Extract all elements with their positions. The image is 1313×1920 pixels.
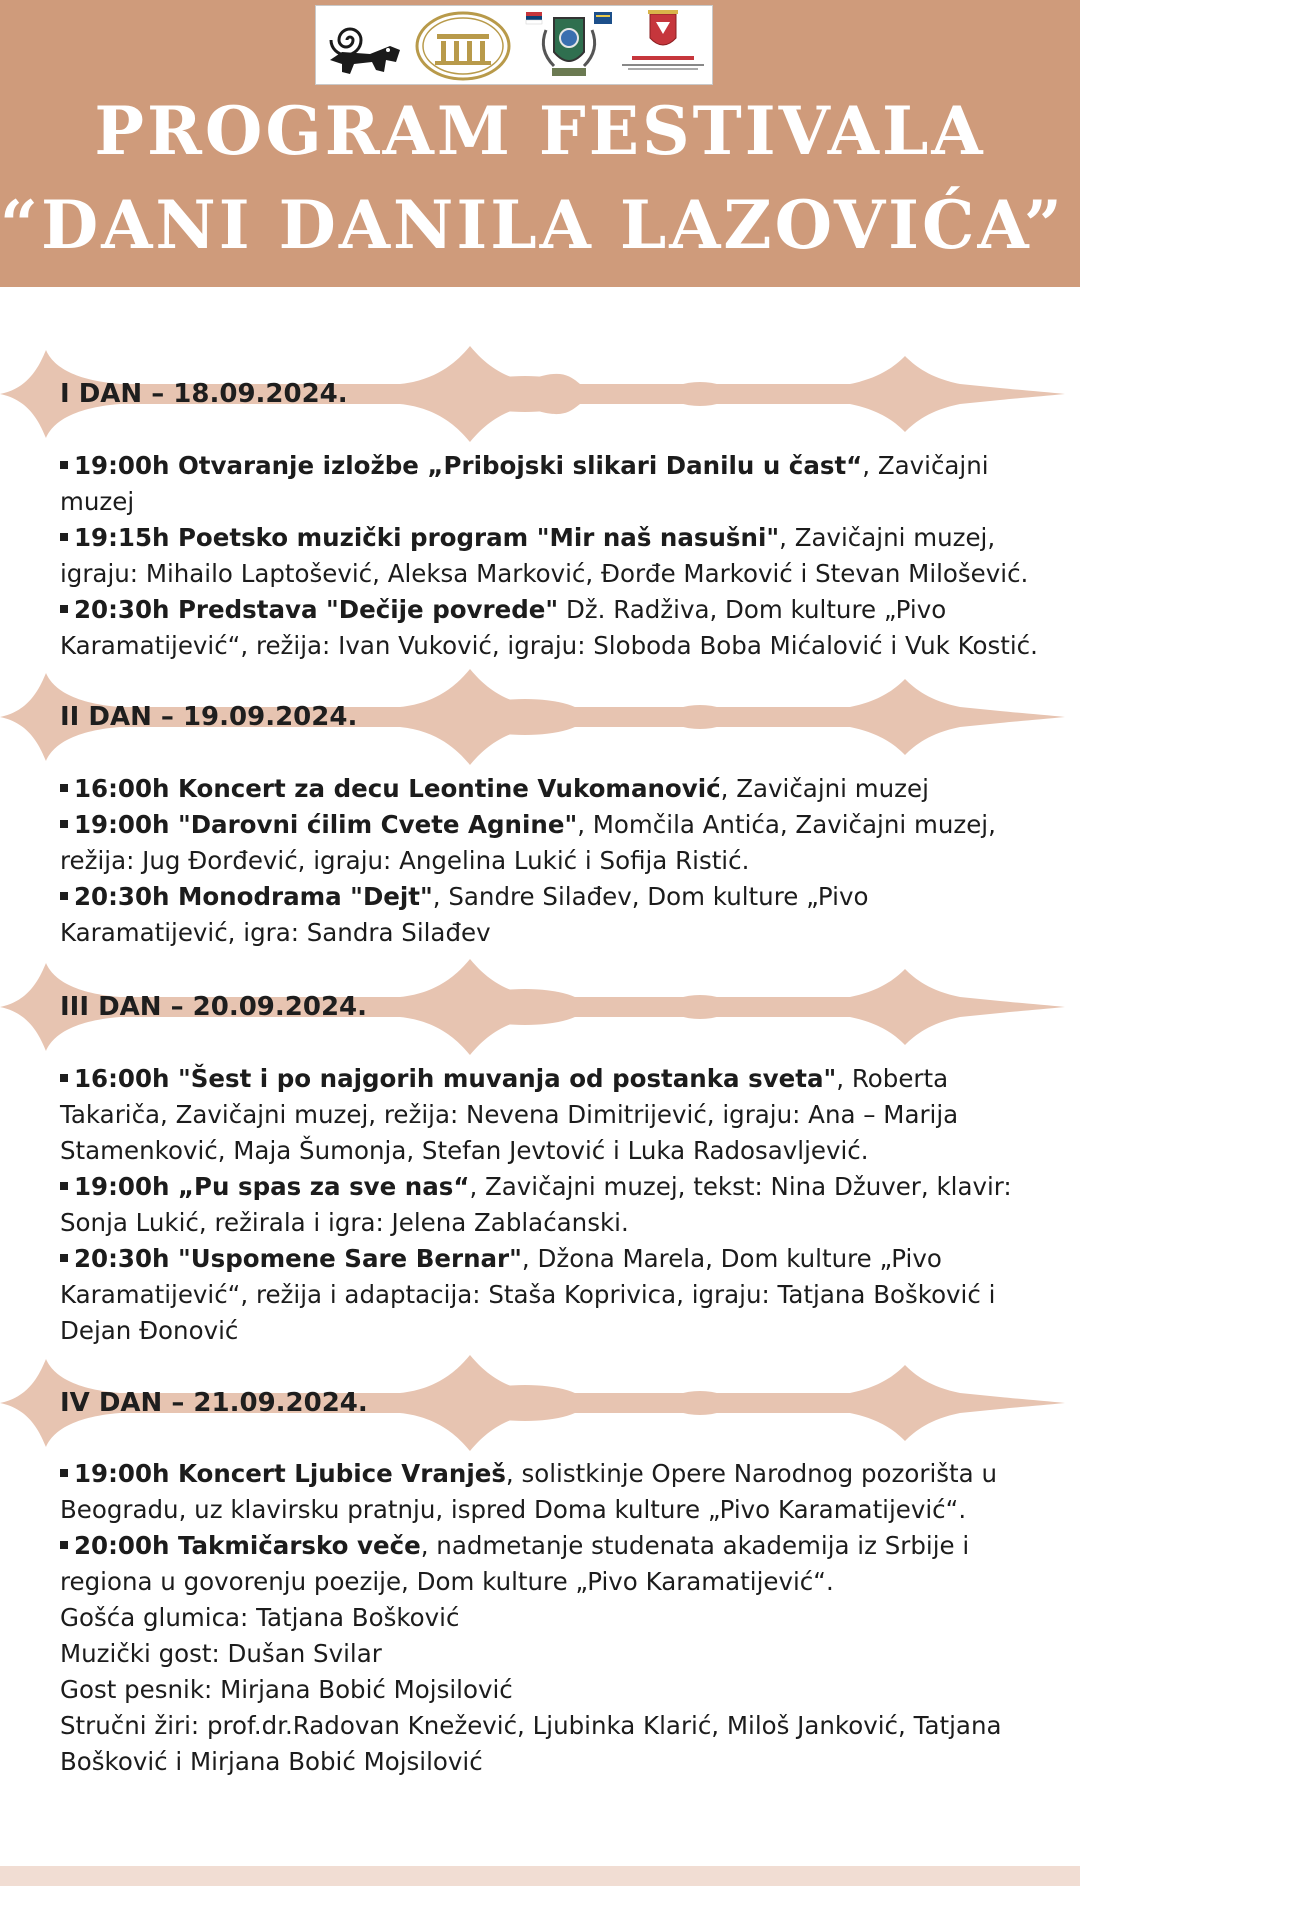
program-item — [60, 592, 1050, 664]
bullet-square-icon — [60, 533, 68, 541]
title-line-2: “DANI DANILA LAZOVIĆA” 2024. — [0, 186, 1313, 264]
program-item — [60, 1241, 1050, 1349]
item-time-title: 16:00h "Šest i po najgorih muvanja od postanka sveta" — [74, 1064, 837, 1093]
item-details: , Momčila Antića, Zavičajni muzej, režija: Jug Đorđević, igraju: Angelina Lukić i Sofija Ristić. — [60, 810, 996, 875]
program-item — [60, 1061, 1050, 1169]
item-details: , Zavičajni muzej — [720, 774, 929, 803]
program-item — [60, 1169, 1050, 1241]
bullet-square-icon — [60, 1254, 68, 1262]
day-title: II DAN – 19.09.2024. — [60, 702, 358, 732]
day-title: I DAN – 18.09.2024. — [60, 379, 348, 409]
program-item — [60, 1528, 1050, 1600]
header — [0, 0, 1313, 287]
bullet-square-icon — [60, 784, 68, 792]
guest-line: Muzički gost: Dušan Svilar — [60, 1639, 382, 1668]
item-details: , Zavičajni muzej, tekst: Nina Džuver, klavir: Sonja Lukić, režirala i igra: Jelena Zablaćanski. — [60, 1172, 1012, 1237]
item-time-title: 20:00h Takmičarsko veče — [74, 1531, 421, 1560]
item-time-title: 20:30h Monodrama "Dejt" — [74, 882, 433, 911]
item-details: Dž. Radživa, Dom kulture „Pivo Karamatijević“, režija: Ivan Vuković, igraju: Sloboda Boba Mićalović i Vuk Kostić. — [60, 595, 1038, 660]
bullet-square-icon — [60, 1182, 68, 1190]
program-item — [60, 520, 1050, 592]
item-time-title: 20:30h "Uspomene Sare Bernar" — [74, 1244, 522, 1273]
item-details: , nadmetanje studenata akademija iz Srbije i regiona u govorenju poezije, Dom kulture „Pivo Karamatijević“. — [60, 1531, 970, 1596]
item-details: , Zavičajni muzej, igraju: Mihailo Laptošević, Aleksa Marković, Đorđe Marković i Stevan Milošević. — [60, 523, 1029, 588]
item-details: , solistkinje Opere Narodnog pozorišta u Beogradu, uz klavirsku pratnju, ispred Doma kulture „Pivo Karamatijević“. — [60, 1459, 997, 1524]
bullet-square-icon — [60, 1469, 68, 1477]
day-1-items — [60, 448, 1050, 664]
item-time-title: 20:30h Predstava "Dečije povrede" — [74, 595, 559, 624]
day-title: III DAN – 20.09.2024. — [60, 992, 367, 1022]
program-item — [60, 448, 1050, 520]
item-details: , Zavičajni muzej — [60, 451, 989, 516]
program-item — [60, 807, 1050, 879]
item-time-title: 16:00h Koncert za decu Leontine Vukomanović — [74, 774, 721, 803]
item-time-title: 19:00h Otvaranje izložbe „Pribojski slikari Danilu u čast“ — [74, 451, 863, 480]
day-4-band — [0, 1355, 1080, 1451]
jury-line: Stručni žiri: prof.dr.Radovan Knežević, Ljubinka Klarić, Miloš Janković, Tatjana Bošković i Mirjana Bobić Mojsilović — [60, 1711, 1002, 1776]
bullet-square-icon — [60, 1074, 68, 1082]
item-time-title: 19:00h "Darovni ćilim Cvete Agnine" — [74, 810, 578, 839]
item-time-title: 19:00h Koncert Ljubice Vranješ — [74, 1459, 506, 1488]
program-item — [60, 879, 1050, 951]
title-line-1: PROGRAM FESTIVALA — [94, 92, 986, 170]
item-details: , Sandre Silađev, Dom kulture „Pivo Karamatijević, igra: Sandra Silađev — [60, 882, 869, 947]
museum-building-logo — [413, 10, 513, 82]
item-time-title: 19:15h Poetsko muzički program "Mir naš nasušni" — [74, 523, 780, 552]
day-1-band — [0, 346, 1080, 442]
day-4-items — [60, 1456, 1050, 1780]
item-time-title: 19:00h „Pu spas za sve nas“ — [74, 1172, 470, 1201]
coat-of-arms-logo — [524, 10, 614, 82]
footer-strip — [0, 1866, 1080, 1886]
day-title: IV DAN – 21.09.2024. — [60, 1388, 368, 1418]
spiral-animal-logo — [320, 10, 406, 82]
day-3-items — [60, 1061, 1050, 1349]
guest-line: Gost pesnik: Mirjana Bobić Mojsilović — [60, 1675, 513, 1704]
bullet-square-icon — [60, 892, 68, 900]
ministry-of-culture-logo — [618, 10, 708, 82]
bullet-square-icon — [60, 1541, 68, 1549]
day-2-band — [0, 669, 1080, 765]
item-details: , Roberta Takariča, Zavičajni muzej, režija: Nevena Dimitrijević, igraju: Ana – Marija Stamenković, Maja Šumonja, Stefan Jevtović i Luka Radosavljević. — [60, 1064, 959, 1165]
bullet-square-icon — [60, 461, 68, 469]
bullet-square-icon — [60, 605, 68, 613]
program-item — [60, 1456, 1050, 1528]
day-2-items — [60, 771, 1050, 951]
program-item — [60, 771, 1050, 807]
bullet-square-icon — [60, 820, 68, 828]
day-3-band — [0, 959, 1080, 1055]
guest-line: Gošća glumica: Tatjana Bošković — [60, 1603, 460, 1632]
logo-strip — [315, 5, 713, 85]
item-details: , Džona Marela, Dom kulture „Pivo Karamatijević“, režija i adaptacija: Staša Koprivica, igraju: Tatjana Bošković i Dejan Đonović — [60, 1244, 996, 1345]
